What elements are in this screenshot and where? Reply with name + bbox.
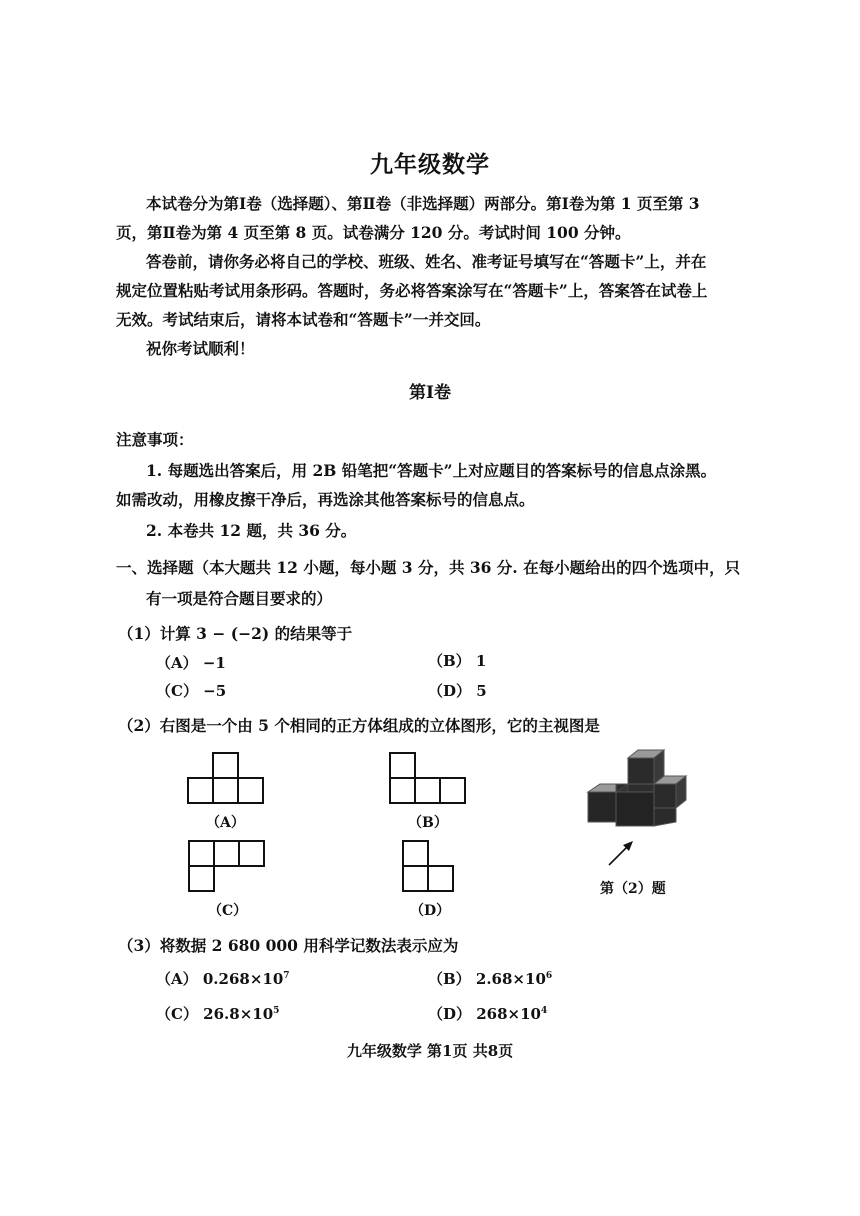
question-3-option-b <box>428 968 552 989</box>
question-2-figure-b <box>388 752 468 804</box>
question-1-option-a: （A） −1 <box>156 654 226 672</box>
question-3-option-d-base: （D） 268×10 <box>428 1005 541 1023</box>
notes-heading: 注意事项： <box>116 430 194 449</box>
question-2-label-c: （C） <box>208 903 248 919</box>
part-1-heading-line-2: 有一项是符合题目要求的） <box>146 589 333 608</box>
question-2-figure-a <box>186 752 266 804</box>
question-1-option-b: （B） 1 <box>428 652 487 670</box>
page-title: 九年级数学 <box>370 151 490 178</box>
question-2-figure-c <box>187 840 267 892</box>
question-3-option-c <box>156 1003 279 1024</box>
question-3-option-c-exponent: 5 <box>273 1006 280 1016</box>
note-2: 2. 本卷共 12 题，共 36 分。 <box>146 521 357 540</box>
question-2-figure-d <box>401 840 457 892</box>
good-luck-text: 祝你考试顺利！ <box>146 339 255 358</box>
question-3-option-d <box>428 1003 547 1024</box>
note-1-line-2: 如需改动，用橡皮擦干净后，再选涂其他答案标号的信息点。 <box>116 490 535 509</box>
question-2-stem: （2）右图是一个由 5 个相同的正方体组成的立体图形，它的主视图是 <box>118 716 600 735</box>
question-3-option-d-exponent: 4 <box>540 1006 548 1016</box>
question-3-option-b-exponent: 6 <box>545 971 553 981</box>
question-3-stem: （3）将数据 2 680 000 用科学记数法表示应为 <box>118 936 459 955</box>
question-2-label-d: （D） <box>410 903 451 919</box>
intro-paragraph-2-line-3: 无效。考试结束后，请将本试卷和“答题卡”一并交回。 <box>116 310 491 329</box>
intro-paragraph-1-line-1: 本试卷分为第Ⅰ卷（选择题）、第Ⅱ卷（非选择题）两部分。第Ⅰ卷为第 1 页至第 3 <box>146 194 700 213</box>
intro-paragraph-1-line-2: 页，第Ⅱ卷为第 4 页至第 8 页。试卷满分 120 分。考试时间 100 分钟。 <box>116 223 631 242</box>
section-title: 第Ⅰ卷 <box>409 383 451 403</box>
part-1-heading-line-1: 一、选择题（本大题共 12 小题，每小题 3 分，共 36 分. 在每小题给出的四个选项中，只 <box>116 558 741 577</box>
question-3-option-b-base: （B） 2.68×10 <box>428 970 546 988</box>
question-2-solid-figure <box>582 748 692 830</box>
view-direction-arrow-icon <box>606 838 636 868</box>
question-2-label-a: （A） <box>206 815 245 831</box>
question-1-option-d: （D） 5 <box>428 682 487 700</box>
intro-paragraph-2-line-2: 规定位置粘贴考试用条形码。答题时，务必将答案涂写在“答题卡”上，答案答在试卷上 <box>116 281 708 300</box>
question-2-figure-caption: 第（2）题 <box>600 881 666 897</box>
intro-paragraph-2-line-1: 答卷前，请你务必将自己的学校、班级、姓名、准考证号填写在“答题卡”上，并在 <box>146 252 707 271</box>
note-1-line-1: 1. 每题选出答案后，用 2B 铅笔把“答题卡”上对应题目的答案标号的信息点涂黑。 <box>146 461 717 480</box>
question-1-stem: （1）计算 3 − (−2) 的结果等于 <box>118 624 353 643</box>
page-footer: 九年级数学 第1页 共8页 <box>346 1042 514 1060</box>
question-1-option-c: （C） −5 <box>156 682 227 700</box>
question-3-option-a-base: （A） 0.268×10 <box>156 970 284 988</box>
question-3-option-a <box>156 968 290 989</box>
question-3-option-c-base: （C） 26.8×10 <box>156 1005 274 1023</box>
question-3-option-a-exponent: 7 <box>283 971 290 981</box>
question-2-label-b: （B） <box>408 815 448 831</box>
